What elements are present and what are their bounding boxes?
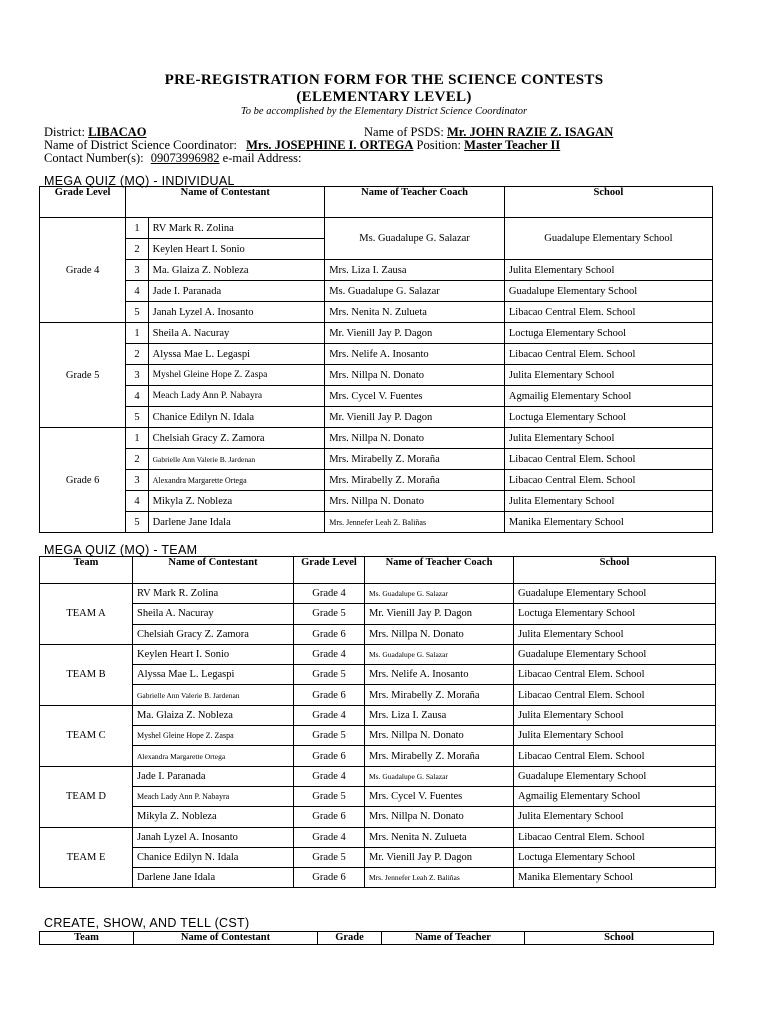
table-row [40,624,716,644]
school-name: Julita Elementary School [514,807,716,827]
school-name: Libacao Central Elem. School [504,302,712,323]
team-label: TEAM B [40,644,133,705]
coach-name: Ms. Guadalupe G. Salazar [325,281,505,302]
table-row [40,449,713,470]
team-label: TEAM D [40,766,133,827]
coach-name: Mr. Vienill Jay P. Dagon [325,407,505,428]
grade-level: Grade 5 [294,665,365,685]
team-label: TEAM C [40,705,133,766]
school-name: Julita Elementary School [514,624,716,644]
contestant-name: Janah Lyzel A. Inosanto [133,827,294,847]
row-number: 5 [126,302,148,323]
header-cell: Name of Contestant [126,187,325,218]
school-name: Julita Elementary School [504,491,712,512]
row-number: 2 [126,344,148,365]
grade-level: Grade 4 [294,644,365,664]
table-row [40,302,713,323]
contestant-name: RV Mark R. Zolina [148,218,325,239]
table-row [40,847,716,867]
table-row [40,491,713,512]
school-name: Loctuga Elementary School [514,604,716,624]
coach-name: Ms. Guadalupe G. Salazar [365,766,514,786]
table-header-row [40,932,714,945]
header-cell: Grade Level [40,187,126,218]
table-row [40,323,713,344]
grade-level: Grade 5 [294,847,365,867]
row-number: 2 [126,239,148,260]
table-header-row [40,557,716,584]
form-title-line1: PRE-REGISTRATION FORM FOR THE SCIENCE CONTESTS [164,72,604,88]
school-name: Guadalupe Elementary School [514,766,716,786]
table-row [40,386,713,407]
grade-level: Grade 5 [294,786,365,806]
contestant-name: Darlene Jane Idala [148,512,325,533]
contestant-name: Ma. Glaiza Z. Nobleza [148,260,325,281]
coach-name: Mr. Vienill Jay P. Dagon [365,604,514,624]
coach-name: Mr. Vienill Jay P. Dagon [325,323,505,344]
school-name: Manika Elementary School [514,868,716,888]
school-name: Loctuga Elementary School [514,847,716,867]
coach-name: Mrs. Nillpa N. Donato [325,428,505,449]
school-name: Loctuga Elementary School [504,407,712,428]
header-cell: School [504,187,712,218]
contestant-name: Alexandra Margarette Ortega [133,746,294,766]
coordinator-value: Mrs. JOSEPHINE I. ORTEGA [246,138,414,152]
form-subtitle: To be accomplished by the Elementary District Science Coordinator [240,106,528,117]
contestant-name: Sheila A. Nacuray [148,323,325,344]
contestant-name: Mikyla Z. Nobleza [148,491,325,512]
table-row [40,604,716,624]
form-title-line2: (ELEMENTARY LEVEL) [296,89,472,105]
contestant-name: Myshel Gleine Hope Z. Zaspa [133,726,294,746]
coach-name: Mrs. Nenita N. Zulueta [325,302,505,323]
coach-name: Ms. Guadalupe G. Salazar [365,644,514,664]
team-label: TEAM A [40,584,133,645]
mq-individual-table [39,186,713,533]
contestant-name: Mikyla Z. Nobleza [133,807,294,827]
table-row [40,685,716,705]
contact-line [44,151,301,166]
grade-level: Grade 6 [294,746,365,766]
grade-level: Grade 6 [294,807,365,827]
table-row [40,470,713,491]
header-cell: School [514,557,716,584]
coordinator-label: Name of District Science Coordinator: [44,138,237,152]
coach-name: Mrs. Nillpa N. Donato [365,807,514,827]
grade-level: Grade 4 [294,705,365,725]
table-row [40,260,713,281]
school-name: Libacao Central Elem. School [504,449,712,470]
school-name: Libacao Central Elem. School [514,665,716,685]
contestant-name: Jade I. Paranada [133,766,294,786]
grade-level: Grade 6 [294,624,365,644]
school-name: Libacao Central Elem. School [514,827,716,847]
contestant-name: Alyssa Mae L. Legaspi [148,344,325,365]
header-cell: Name of Contestant [134,932,318,945]
row-number: 4 [126,386,148,407]
school-name: Libacao Central Elem. School [504,344,712,365]
coach-name: Mr. Vienill Jay P. Dagon [365,847,514,867]
school-name: Julita Elementary School [514,726,716,746]
school-name: Julita Elementary School [504,365,712,386]
school-name: Guadalupe Elementary School [504,281,712,302]
table-row [40,365,713,386]
coach-name: Mrs. Cycel V. Fuentes [365,786,514,806]
position-label: Position: [416,138,462,152]
coach-name: Mrs. Liza I. Zausa [365,705,514,725]
table-row [40,868,716,888]
header-cell: Name of Teacher Coach [325,187,505,218]
grade-level: Grade 4 [294,766,365,786]
contestant-name: Alexandra Margarette Ortega [148,470,325,491]
table-row [40,827,716,847]
coach-name: Mrs. Mirabelly Z. Moraña [365,685,514,705]
row-number: 4 [126,281,148,302]
coach-name: Mrs. Nillpa N. Donato [365,624,514,644]
contestant-name: Keylen Heart I. Sonio [148,239,325,260]
team-rows [40,584,716,888]
coach-name: Ms. Guadalupe G. Salazar [325,218,505,260]
coach-name: Mrs. Mirabelly Z. Moraña [365,746,514,766]
school-name: Guadalupe Elementary School [514,644,716,664]
grade-cell: Grade 4 [40,218,126,323]
school-name: Manika Elementary School [504,512,712,533]
coach-name: Mrs. Nelife A. Inosanto [325,344,505,365]
contestant-name: Darlene Jane Idala [133,868,294,888]
table-row [40,766,716,786]
school-name: Loctuga Elementary School [504,323,712,344]
psds-value: Mr. JOHN RAZIE Z. ISAGAN [447,125,614,139]
school-name: Libacao Central Elem. School [514,685,716,705]
coach-name: Mrs. Cycel V. Fuentes [325,386,505,407]
team-label: TEAM E [40,827,133,888]
table-row [40,428,713,449]
email-label: e-mail Address: [222,151,302,165]
contestant-name: Gabrielle Ann Valerie B. Jardenan [148,449,325,470]
mq-individual-heading: MEGA QUIZ (MQ) - INDIVIDUAL [44,174,235,188]
contestant-name: Alyssa Mae L. Legaspi [133,665,294,685]
district-label: District: [44,125,85,139]
header-cell: School [525,932,714,945]
table-row [40,407,713,428]
grade-level: Grade 6 [294,685,365,705]
header-cell: Name of Contestant [133,557,294,584]
header-cell: Team [40,557,133,584]
table-row [40,705,716,725]
table-row [40,281,713,302]
school-name: Julita Elementary School [514,705,716,725]
row-number: 1 [126,218,148,239]
table-row [40,644,716,664]
coach-name: Mrs. Jennefer Leah Z. Baliñas [325,512,505,533]
row-number: 3 [126,260,148,281]
row-number: 5 [126,407,148,428]
table-row [40,726,716,746]
school-name: Guadalupe Elementary School [504,218,712,260]
contestant-name: Ma. Glaiza Z. Nobleza [133,705,294,725]
contestant-name: Chanice Edilyn N. Idala [148,407,325,428]
contestant-name: Sheila A. Nacuray [133,604,294,624]
school-name: Julita Elementary School [504,260,712,281]
row-number: 3 [126,470,148,491]
psds-label: Name of PSDS: [364,125,444,139]
contestant-name: Keylen Heart I. Sonio [133,644,294,664]
district-value: LIBACAO [88,125,147,139]
header-cell: Name of Teacher [382,932,525,945]
school-name: Agmailig Elementary School [514,786,716,806]
coach-name: Mrs. Jennefer Leah Z. Baliñas [365,868,514,888]
contestant-name: Janah Lyzel A. Inosanto [148,302,325,323]
grade-level: Grade 5 [294,726,365,746]
row-number: 1 [126,323,148,344]
school-name: Guadalupe Elementary School [514,584,716,604]
coach-name: Mrs. Nillpa N. Donato [365,726,514,746]
table-header-row [40,187,713,218]
contestant-name: Chelsiah Gracy Z. Zamora [148,428,325,449]
mq-team-table [39,556,716,888]
grade-cell: Grade 5 [40,323,126,428]
contestant-name: RV Mark R. Zolina [133,584,294,604]
coach-name: Mrs. Mirabelly Z. Moraña [325,470,505,491]
table-row [40,584,716,604]
grade-level: Grade 6 [294,868,365,888]
table-row [40,218,713,239]
cst-heading: CREATE, SHOW, AND TELL (CST) [44,916,250,930]
row-number: 5 [126,512,148,533]
contestant-name: Gabrielle Ann Valerie B. Jardenan [133,685,294,705]
coach-name: Mrs. Nillpa N. Donato [325,365,505,386]
coach-name: Mrs. Liza I. Zausa [325,260,505,281]
table-row [40,665,716,685]
school-name: Libacao Central Elem. School [514,746,716,766]
grade-level: Grade 4 [294,584,365,604]
cst-table [39,931,714,945]
contestant-name: Meach Lady Ann P. Nabayra [148,386,325,407]
row-number: 1 [126,428,148,449]
header-cell: Team [40,932,134,945]
contestant-name: Meach Lady Ann P. Nabayra [133,786,294,806]
table-row [40,807,716,827]
coach-name: Mrs. Nelife A. Inosanto [365,665,514,685]
header-cell: Grade [318,932,382,945]
table-row [40,786,716,806]
coach-name: Mrs. Mirabelly Z. Moraña [325,449,505,470]
row-number: 3 [126,365,148,386]
table-row [40,344,713,365]
contestant-name: Chanice Edilyn N. Idala [133,847,294,867]
school-name: Julita Elementary School [504,428,712,449]
coach-name: Mrs. Nenita N. Zulueta [365,827,514,847]
position-value: Master Teacher II [464,138,561,152]
contact-label: Contact Number(s): [44,151,144,165]
school-name: Libacao Central Elem. School [504,470,712,491]
school-name: Agmailig Elementary School [504,386,712,407]
mq-team-heading: MEGA QUIZ (MQ) - TEAM [44,543,198,557]
table-row [40,512,713,533]
contact-value: 09073996982 [150,151,220,165]
contestant-name: Myshel Gleine Hope Z. Zaspa [148,365,325,386]
header-cell: Grade Level [294,557,365,584]
coach-name: Ms. Guadalupe G. Salazar [365,584,514,604]
contestant-name: Chelsiah Gracy Z. Zamora [133,624,294,644]
header-cell: Name of Teacher Coach [365,557,514,584]
table-row [40,746,716,766]
row-number: 4 [126,491,148,512]
coach-name: Mrs. Nillpa N. Donato [325,491,505,512]
grade-level: Grade 5 [294,604,365,624]
row-number: 2 [126,449,148,470]
grade-level: Grade 4 [294,827,365,847]
contestant-name: Jade I. Paranada [148,281,325,302]
grade-cell: Grade 6 [40,428,126,533]
